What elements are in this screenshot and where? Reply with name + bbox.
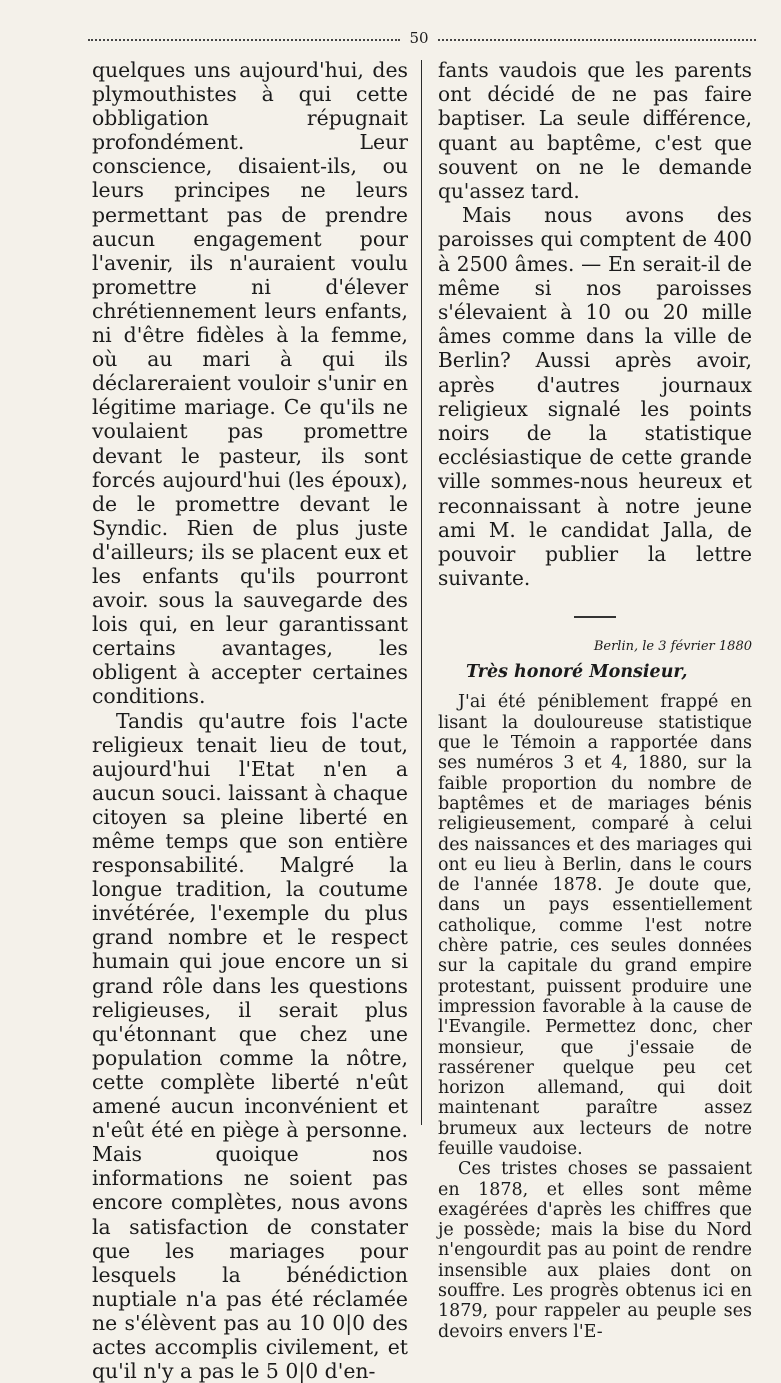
left-paragraph-1: quelques uns aujourd'hui, des plymouthistes à qui cette obbligation répugnait profondément. Leur conscience, disaient-ils, ou leurs principes ne leurs permettant pas de prendre aucun engagement pour l'avenir, ils n'auraient voulu promettre ni d'élever chrétiennement leurs enfants, ni d'être fidèles à la femme, où au mari à qui ils déclareraient vouloir s'unir en légitime mariage. Ce qu'ils ne voulaient pas promettre devant le pasteur, ils sont forcés aujourd'hui (les époux), de le promettre devant le Syndic. Rien de plus juste d'ailleurs; ils se placent eux et les enfants qu'ils pourront avoir. sous la sauvegarde des lois qui, en leur garantissant certains avantages, les obligent à accepter certaines conditions. xyxy=(92,58,408,709)
section-separator xyxy=(574,616,616,618)
right-column xyxy=(438,58,752,1342)
right-paragraph-2: Mais nous avons des paroisses qui comptent de 400 à 2500 âmes. — En serait-il de même si nos paroisses s'élevaient à 10 ou 20 mille âmes comme dans la ville de Berlin? Aussi après avoir, après d'autres journaux religieux signalé les points noirs de la statistique ecclésiastique de cette grande ville sommes-nous heureux et reconnaissant à notre jeune ami M. le candidat Jalla, de pouvoir publier la lettre suivante. xyxy=(438,203,752,591)
letter-paragraph-2: Ces tristes choses se passaient en 1878, et elles sont même exagérées d'après les chiffres que je possède; mais la bise du Nord n'engourdit pas au point de rendre insensible aux plaies dont on souffre. Les progrès obtenus ici en 1879, pour rappeler au peuple ses devoirs envers l'E- xyxy=(438,1159,752,1342)
letter-salutation: Très honoré Monsieur, xyxy=(466,662,688,683)
left-paragraph-2: Tandis qu'autre fois l'acte religieux tenait lieu de tout, aujourd'hui l'Etat n'en a aucun souci. laissant à chaque citoyen sa pleine liberté en même temps que son entière responsabilité. Malgré la longue tradition, la coutume invétérée, l'exemple du plus grand nombre et le respect humain qui joue encore un si grand rôle dans les questions religieuses, il serait plus qu'étonnant que chez une population comme la nôtre, cette complète liberté n'eût amené aucun inconvénient et n'eût été en piège à personne. Mais quoique nos informations ne soient pas encore complètes, nous avons la satisfaction de constater que les mariages pour lesquels la bénédiction nuptiale n'a pas été réclamée ne s'élèvent pas au 10 0|0 des actes accomplis civilement, et qu'il n'y a pas le 5 0|0 d'en- xyxy=(92,708,408,1383)
letter-dateline: Berlin, le 3 février 1880 xyxy=(593,639,752,655)
left-column xyxy=(92,58,408,1383)
page-number: 50 xyxy=(409,29,429,47)
column-divider xyxy=(421,60,422,1125)
letter-paragraph-1: J'ai été péniblement frappé en lisant la douloureuse statistique que le Témoin a rapportée dans ses numéros 3 et 4, 1880, sur la faible proportion du nombre de baptêmes et de mariages bénis religieusement, comparé à celui des naissances et des mariages qui ont eu lieu à Berlin, dans le cours de l'année 1878. Je doute que, dans un pays essentiellement catholique, comme l'est notre chère patrie, ces seules données sur la capitale du grand empire protestant, puissent produire une impression favorable à la cause de l'Evangile. Permettez donc, cher monsieur, que j'essaie de rassérener quelque peu cet horizon allemand, qui doit maintenant paraître assez brumeux aux lecteurs de notre feuille vaudoise. xyxy=(438,692,752,1159)
header-rule-right xyxy=(438,39,756,41)
right-paragraph-1: fants vaudois que les parents ont décidé de ne pas faire baptiser. La seule différence, quant au baptême, c'est que souvent on ne le demande qu'assez tard. xyxy=(438,58,752,204)
page-header xyxy=(88,28,756,48)
header-rule-left xyxy=(88,39,400,41)
